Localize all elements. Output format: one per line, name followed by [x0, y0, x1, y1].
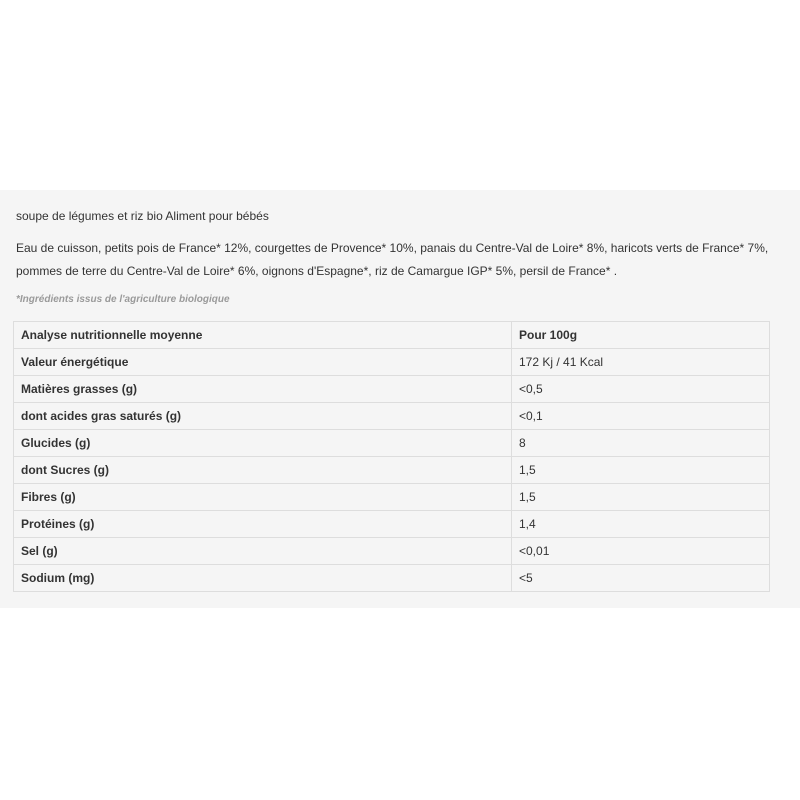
column-header-per-100g: Pour 100g: [512, 322, 770, 349]
table-row: [14, 376, 770, 403]
table-row: [14, 430, 770, 457]
table-row: [14, 565, 770, 592]
column-header-nutrient: Analyse nutritionnelle moyenne: [14, 322, 512, 349]
nutrient-value: <0,01: [512, 538, 770, 565]
nutrient-label: Valeur énergétique: [14, 349, 512, 376]
nutrient-label: Sodium (mg): [14, 565, 512, 592]
table-row: [14, 484, 770, 511]
table-row: [14, 457, 770, 484]
table-header-row: [14, 322, 770, 349]
table-row: [14, 349, 770, 376]
nutrient-label: dont acides gras saturés (g): [14, 403, 512, 430]
nutrient-value: <0,1: [512, 403, 770, 430]
nutrient-label: Glucides (g): [14, 430, 512, 457]
ingredients-line-1: Eau de cuisson, petits pois de France* 12%, courgettes de Provence* 10%, panais du Centre-Val de Loire* 8%, haricots verts de France* 7%,: [16, 241, 769, 255]
nutrient-value: <5: [512, 565, 770, 592]
table-row: [14, 403, 770, 430]
product-info-panel: [0, 190, 800, 608]
nutrient-label: Fibres (g): [14, 484, 512, 511]
nutrient-value: 1,5: [512, 457, 770, 484]
nutrient-label: Protéines (g): [14, 511, 512, 538]
product-title: soupe de légumes et riz bio Aliment pour bébés: [16, 209, 269, 223]
nutrient-value: 1,5: [512, 484, 770, 511]
nutrient-value: <0,5: [512, 376, 770, 403]
ingredients-line-2: pommes de terre du Centre-Val de Loire* 6%, oignons d'Espagne*, riz de Camargue IGP* 5%, persil de France* .: [16, 264, 618, 278]
organic-footnote: *Ingrédients issus de l'agriculture biologique: [16, 294, 230, 305]
ingredients-text: [16, 237, 786, 283]
nutrient-value: 8: [512, 430, 770, 457]
nutrient-value: 172 Kj / 41 Kcal: [512, 349, 770, 376]
nutrient-label: Sel (g): [14, 538, 512, 565]
nutrition-table: [13, 321, 770, 592]
table-row: [14, 538, 770, 565]
nutrient-label: Matières grasses (g): [14, 376, 512, 403]
table-row: [14, 511, 770, 538]
nutrient-value: 1,4: [512, 511, 770, 538]
nutrient-label: dont Sucres (g): [14, 457, 512, 484]
